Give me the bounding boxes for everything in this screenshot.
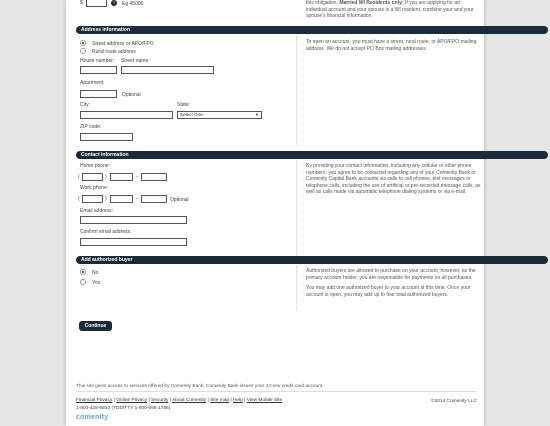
footer-link-security[interactable]: Security xyxy=(151,398,169,403)
street-address-label: Street address or APO/FPO xyxy=(92,41,154,47)
address-section-header: Address information xyxy=(76,26,548,34)
work-prefix-input[interactable] xyxy=(110,195,133,203)
confirm-email-label: Confirm email address: xyxy=(80,229,132,235)
footer-disclaimer: This site gives access to services offered by Comenity Bank. Comenity Bank issues your J.Crew credit card account. xyxy=(76,384,324,389)
footer-link-financial-privacy[interactable]: Financial Privacy xyxy=(76,398,113,403)
city-input[interactable] xyxy=(80,111,173,119)
footer-link-online-privacy[interactable]: Online Privacy xyxy=(116,398,148,403)
income-example: Eg 45000 xyxy=(122,1,144,7)
email-input[interactable] xyxy=(80,216,187,224)
home-prefix-input[interactable] xyxy=(110,173,133,181)
contact-help: By providing your contact information, including any cellular or other phone numbers, you agree to be contacted regarding any of your Comenity Bank or Comenity Capital Bank accounts via calls to cell phones, text messages or telephone calls, including the use of artificial or pre-recorded message calls, as well as calls made via automatic telephone dialing systems or via e-mail. xyxy=(306,163,481,195)
buyer-no-radio[interactable] xyxy=(80,269,86,275)
buyer-help-1: Authorized buyers are allowed to purchase on your account; however, as the primary account holder, you are responsible for payments on all purchases. xyxy=(306,268,476,281)
notice-rest: If you are applying for an individual account and your spouse is a WI resident, combine your and your spouse's financial information. xyxy=(306,0,474,19)
home-phone-label: Home phone: xyxy=(80,163,111,169)
street-name-label: Street name: xyxy=(121,58,150,64)
buyer-yes-radio[interactable] xyxy=(80,279,86,285)
work-line-input[interactable] xyxy=(141,195,167,203)
state-label: State: xyxy=(177,102,191,108)
footer-divider xyxy=(76,391,476,392)
confirm-email-input[interactable] xyxy=(80,238,187,246)
work-phone-label: Work phone: xyxy=(80,185,109,191)
currency-symbol: $ xyxy=(80,0,83,6)
apartment-input[interactable] xyxy=(80,90,117,98)
comenity-logo: comenity xyxy=(76,414,109,421)
rural-route-radio[interactable] xyxy=(80,48,86,54)
footer-link-mobile[interactable]: View Mobile Site xyxy=(246,398,283,403)
street-address-radio[interactable] xyxy=(80,40,86,46)
divider xyxy=(296,36,297,146)
zip-input[interactable] xyxy=(80,133,133,141)
buyer-yes-label: Yes xyxy=(92,280,101,286)
footer-links: Financial Privacy | Online Privacy | Security | About Comenity | Site map | Help | View Mobile Site xyxy=(76,398,283,403)
contact-section-header: Contact information xyxy=(76,151,548,159)
apartment-label: Apartment: xyxy=(80,80,105,86)
state-select-value: Select One- xyxy=(180,112,205,117)
rural-route-label: Rural route address xyxy=(92,49,136,55)
footer-phone: 1-800-428-6810 (TDD/TTY 1-800-695-1788) xyxy=(76,406,171,411)
work-area-code-input[interactable] xyxy=(82,195,103,203)
city-label: City: xyxy=(80,102,90,108)
page xyxy=(66,0,484,426)
divider xyxy=(296,161,297,256)
buyer-help-2: You may add one authorized buyer to your account at this time. Once your account is open, you may add up to four total authorized buyers. xyxy=(306,285,471,298)
footer-link-about[interactable]: About Comenity xyxy=(172,398,207,403)
email-label: Email address: xyxy=(80,208,114,214)
address-help: To open an account, you must have a street, rural route, or APO/FPO mailing address. We do not accept PO Box mailing addresses. xyxy=(306,39,477,52)
home-line-input[interactable] xyxy=(141,173,167,181)
footer-link-site-map[interactable]: Site map xyxy=(210,398,230,403)
married-wi-notice xyxy=(306,0,481,20)
footer-link-help[interactable]: Help xyxy=(232,398,243,403)
apartment-optional: Optional xyxy=(122,92,141,98)
help-icon[interactable]: ? xyxy=(112,0,116,5)
home-close-paren: ) xyxy=(105,174,107,180)
work-close-paren: ) xyxy=(105,196,107,202)
work-open-paren: ( xyxy=(78,196,80,202)
home-dash: - xyxy=(136,174,138,180)
home-area-code-input[interactable] xyxy=(82,173,103,181)
house-number-input[interactable] xyxy=(80,66,117,74)
notice-bold: Married WI Residents only: xyxy=(339,0,404,6)
buyer-section-header: Add authorized buyer xyxy=(76,256,548,264)
buyer-help xyxy=(306,268,481,302)
zip-label: ZIP code: xyxy=(80,124,102,130)
buyer-no-label: No xyxy=(92,270,99,276)
chevron-down-icon: ▼ xyxy=(255,112,259,117)
footer-copyright: ©2014 Comenity LLC xyxy=(431,399,477,404)
home-open-paren: ( xyxy=(78,174,80,180)
state-select[interactable] xyxy=(177,111,262,119)
income-input[interactable] xyxy=(86,0,107,7)
street-name-input[interactable] xyxy=(121,66,214,74)
work-phone-optional: Optional xyxy=(170,197,189,203)
work-dash: - xyxy=(136,196,138,202)
notice-prefix: this obligation. xyxy=(306,0,338,6)
divider xyxy=(296,266,297,310)
continue-button[interactable]: Continue xyxy=(79,321,112,331)
house-number-label: House number: xyxy=(80,58,115,64)
